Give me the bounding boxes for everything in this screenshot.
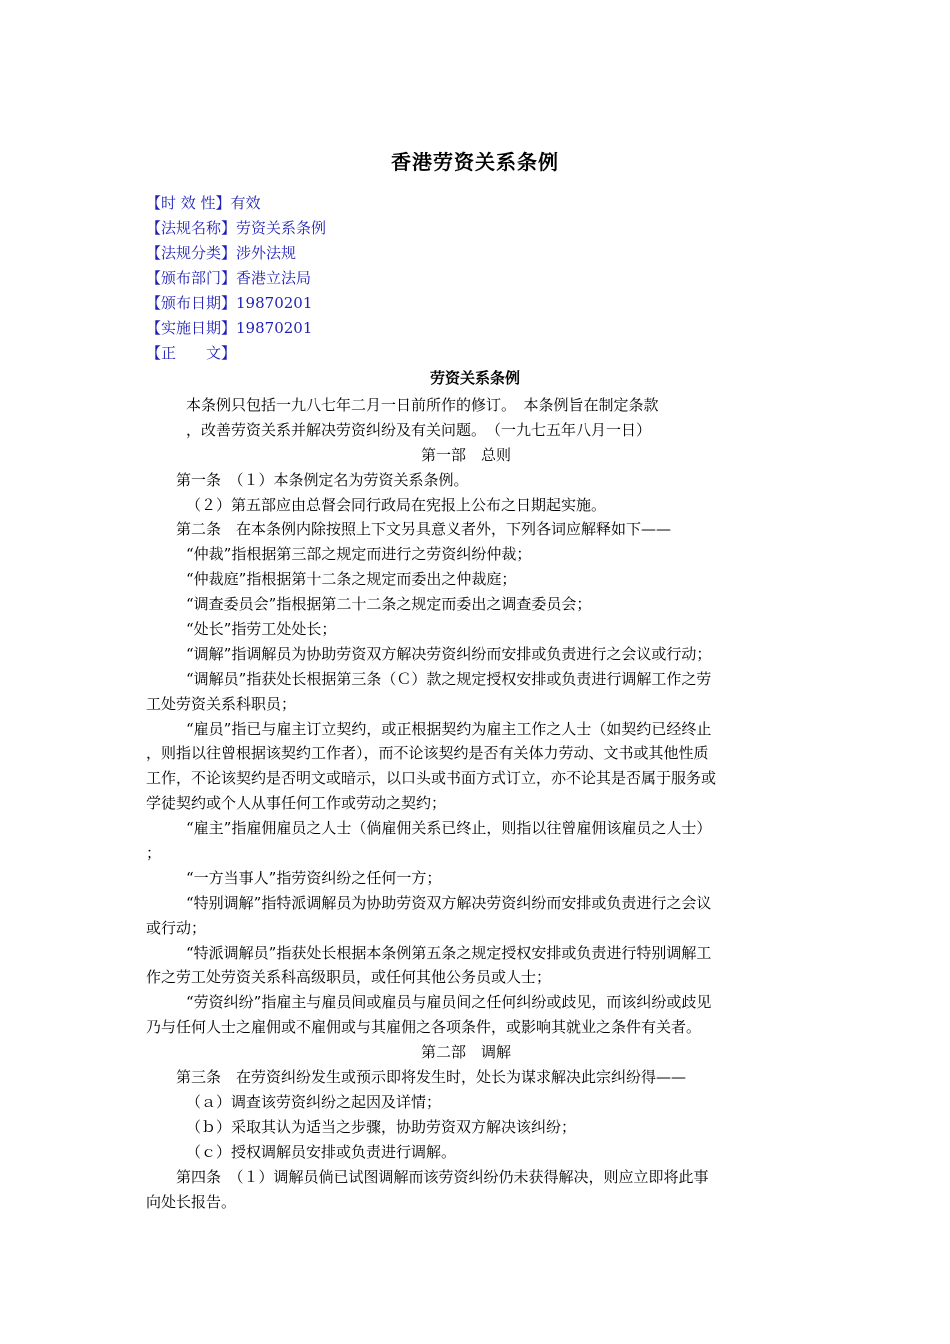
paragraph-line: “调解”指调解员为协助劳资双方解决劳资纠纷而安排或负责进行之会议或行动；: [186, 644, 712, 663]
paragraph-line: “特派调解员”指获处长根据本条例第五条之规定授权安排或负责进行特别调解工: [186, 943, 712, 962]
paragraph-line: “处长”指劳工处处长；: [186, 620, 337, 639]
paragraph-line: （２）第五部应由总督会同行政局在宪报上公布之日期起实施。: [186, 495, 607, 514]
paragraph-line: （ａ）调查该劳资纠纷之起因及详情；: [186, 1092, 442, 1111]
paragraph-line: 向处长报告。: [146, 1192, 237, 1211]
paragraph-line: 作之劳工处劳资关系科高级职员，或任何其他公务员或人士；: [146, 968, 552, 987]
paragraph-line: 第三条 在劳资纠纷发生或预示即将发生时，处长为谋求解决此宗纠纷得——: [176, 1068, 687, 1087]
paragraph-line: 工作，不论该契约是否明文或暗示，以口头或书面方式订立，亦不论其是否属于服务或: [146, 769, 717, 788]
meta-label: 【实施日期】: [146, 319, 237, 337]
paragraph-line: 或行动；: [146, 918, 207, 937]
meta-label: 【法规名称】: [146, 219, 237, 237]
meta-value: 有效: [230, 194, 261, 212]
paragraph-line: （ｃ）授权调解员安排或负责进行调解。: [186, 1142, 457, 1161]
paragraph-line: 乃与任何人士之雇佣或不雇佣或与其雇佣之各项条件，或影响其就业之条件有关者。: [146, 1018, 702, 1037]
meta-value: 涉外法规: [236, 244, 297, 262]
paragraph-line: 第二条 在本条例内除按照上下文另具意义者外，下列各词应解释如下——: [176, 520, 672, 539]
meta-value: 劳资关系条例: [236, 219, 327, 237]
meta-label: 【颁布日期】: [146, 294, 237, 312]
paragraph-line: ；: [146, 844, 162, 863]
paragraph-line: “调解员”指获处长根据第三条（Ｃ）款之规定授权安排或负责进行调解工作之劳: [186, 669, 712, 688]
meta-label: 【正 文】: [146, 344, 237, 362]
section-title: 劳资关系条例: [429, 369, 520, 387]
meta-label: 【时 效 性】: [146, 194, 231, 212]
metadata-block: [146, 191, 326, 366]
meta-row: [146, 266, 326, 291]
meta-row: [146, 316, 326, 341]
paragraph-line: 第一条 （１）本条例定名为劳资关系条例。: [176, 470, 469, 489]
paragraph-line: 工处劳资关系科职员；: [146, 694, 297, 713]
meta-value: 香港立法局: [236, 269, 312, 287]
paragraph-line: “雇主”指雇佣雇员之人士（倘雇佣关系已终止，则指以往曾雇佣该雇员之人士）: [186, 819, 712, 838]
meta-row: [146, 191, 326, 216]
part-heading: 第二部 调解: [420, 1043, 511, 1062]
paragraph-line: ，则指以往曾根据该契约工作者），而不论该契约是否有关体力劳动、文书或其他性质: [146, 744, 709, 763]
paragraph-line: “仲裁”指根据第三部之规定而进行之劳资纠纷仲裁；: [186, 545, 532, 564]
paragraph-line: ，改善劳资关系并解决劳资纠纷及有关问题。 （一九七五年八月一日）: [186, 420, 652, 439]
paragraph-line: “调查委员会”指根据第二十二条之规定而委出之调查委员会；: [186, 595, 592, 614]
meta-row: [146, 241, 326, 266]
meta-value: 19870201: [236, 294, 313, 312]
paragraph-line: 本条例只包括一九八七年二月一日前所作的修订。 本条例旨在制定条款: [186, 396, 659, 414]
paragraph-line: 第四条 （１）调解员倘已试图调解而该劳资纠纷仍未获得解决，则应立即将此事: [176, 1167, 709, 1186]
paragraph-line: （ｂ）采取其认为适当之步骤，协助劳资双方解决该纠纷；: [186, 1117, 577, 1136]
paragraph-line: “雇员”指已与雇主订立契约，或正根据契约为雇主工作之人士（如契约已经终止: [186, 719, 712, 738]
meta-row: [146, 291, 326, 316]
paragraph-line: “仲裁庭”指根据第十二条之规定而委出之仲裁庭；: [186, 570, 517, 589]
paragraph-line: “一方当事人”指劳资纠纷之任何一方；: [186, 868, 442, 887]
document-title: 香港劳资关系条例: [391, 150, 559, 174]
document-body: [146, 393, 786, 1214]
part-heading: 第一部 总则: [420, 445, 511, 464]
meta-label: 【颁布部门】: [146, 269, 237, 287]
meta-row: [146, 216, 326, 241]
meta-value: 19870201: [236, 319, 313, 337]
meta-row: [146, 341, 326, 366]
paragraph-line: “劳资纠纷”指雇主与雇员间或雇员与雇员间之任何纠纷或歧见，而该纠纷或歧见: [186, 993, 712, 1012]
paragraph-line: 学徒契约或个人从事任何工作或劳动之契约；: [146, 794, 447, 813]
meta-label: 【法规分类】: [146, 244, 237, 262]
paragraph-line: “特别调解”指特派调解员为协助劳资双方解决劳资纠纷而安排或负责进行之会议: [186, 893, 712, 912]
